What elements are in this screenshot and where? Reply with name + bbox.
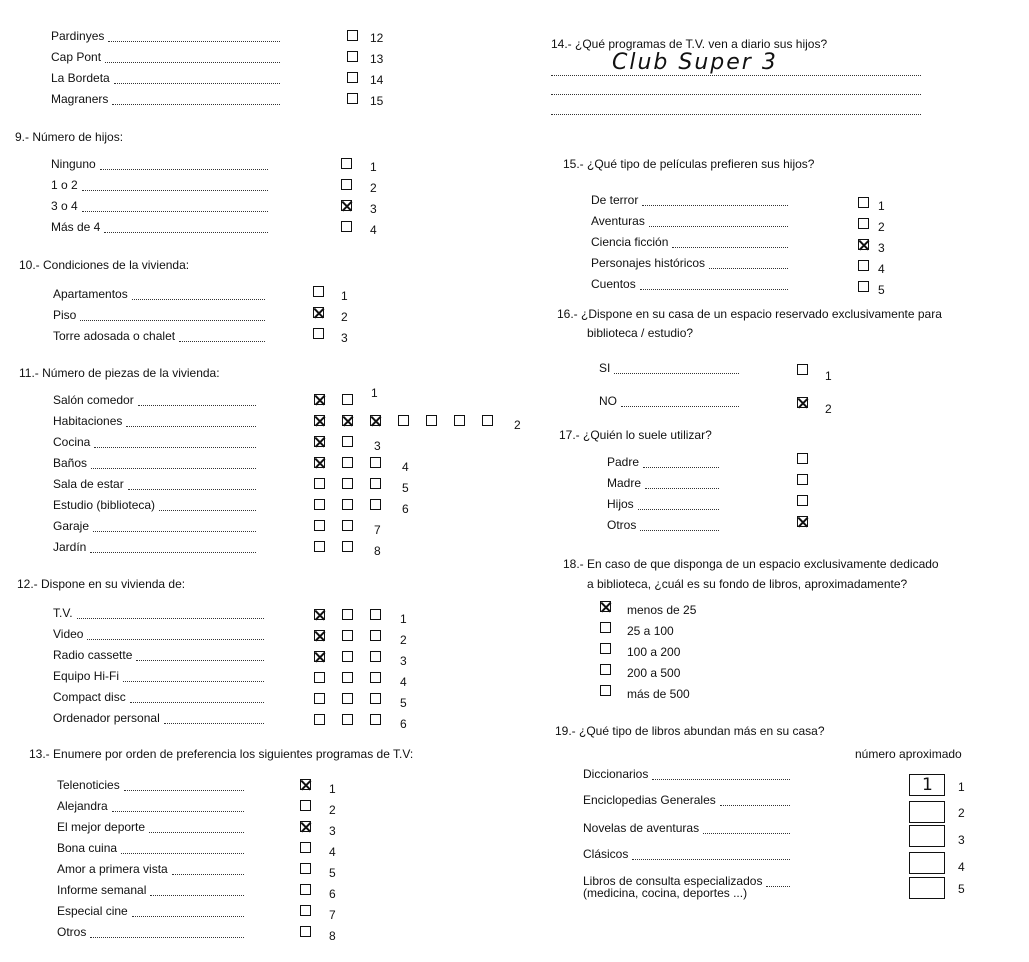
q10-checkbox-1[interactable] xyxy=(313,307,324,318)
q16-title-line2: biblioteca / estudio? xyxy=(587,326,694,340)
q12-row-5-box-0[interactable] xyxy=(314,714,325,725)
q12-row-3-box-1[interactable] xyxy=(342,672,353,683)
q13-code-6: 7 xyxy=(329,908,336,922)
q12-row-1-label: Video xyxy=(53,627,84,641)
q11-row-4-box-1[interactable] xyxy=(342,478,353,489)
q13-option-0-label: Telenoticies xyxy=(57,778,120,792)
q15-option-0-leader xyxy=(642,204,788,206)
q11-row-1-box-3[interactable] xyxy=(398,415,409,426)
q13-checkbox-2[interactable] xyxy=(300,821,311,832)
q11-row-6-box-0[interactable] xyxy=(314,520,325,531)
q17-option-0-leader xyxy=(643,466,719,468)
q17-option-1-leader xyxy=(645,487,719,489)
q11-row-0-box-1[interactable] xyxy=(342,394,353,405)
q16-code-0: 1 xyxy=(825,369,832,383)
q18-option-2-label: 100 a 200 xyxy=(627,645,681,659)
q11-row-1-box-2[interactable] xyxy=(370,415,381,426)
q15-checkbox-0[interactable] xyxy=(858,197,869,208)
q11-row-2-label: Cocina xyxy=(53,435,91,449)
q9-option-0-label: Ninguno xyxy=(51,157,96,171)
q17-checkbox-2[interactable] xyxy=(797,495,808,506)
q12-row-1-box-0[interactable] xyxy=(314,630,325,641)
q18-option-1-label: 25 a 100 xyxy=(627,624,674,638)
q11-row-0-leader xyxy=(138,404,256,406)
q8-checkbox-2[interactable] xyxy=(347,72,358,83)
q13-option-5-leader xyxy=(150,894,244,896)
q19-code-1: 2 xyxy=(958,806,965,820)
q11-row-7-box-0[interactable] xyxy=(314,541,325,552)
q13-option-6-label: Especial cine xyxy=(57,904,128,918)
q11-row-5-box-0[interactable] xyxy=(314,499,325,510)
q18-checkbox-2[interactable] xyxy=(600,643,611,654)
q13-option-3-label: Bona cuina xyxy=(57,841,118,855)
q18-checkbox-1[interactable] xyxy=(600,622,611,633)
q8-option-1-label: Cap Pont xyxy=(51,50,102,64)
q18-checkbox-0[interactable] xyxy=(600,601,611,612)
q13-option-4-label: Amor a primera vista xyxy=(57,862,168,876)
q15-title: 15.- ¿Qué tipo de películas prefieren sus hijos? xyxy=(563,157,815,171)
q13-checkbox-6[interactable] xyxy=(300,905,311,916)
q16-title-line1: 16.- ¿Dispone en su casa de un espacio reservado exclusivamente para xyxy=(557,307,942,321)
q12-row-4-box-1[interactable] xyxy=(342,693,353,704)
q11-code-3: 4 xyxy=(402,460,409,474)
q11-row-3-label: Baños xyxy=(53,456,88,470)
q16-checkbox-0[interactable] xyxy=(797,364,808,375)
q15-option-1-label: Aventuras xyxy=(591,214,645,228)
q9-option-3-leader xyxy=(104,231,268,233)
q12-code-2: 3 xyxy=(400,654,407,668)
q19-option-2-label: Novelas de aventuras xyxy=(583,821,700,835)
q11-row-5-box-1[interactable] xyxy=(342,499,353,510)
q17-option-0-label: Padre xyxy=(607,455,640,469)
q12-row-2-label: Radio cassette xyxy=(53,648,133,662)
q12-row-2-box-1[interactable] xyxy=(342,651,353,662)
q15-code-3: 4 xyxy=(878,262,885,276)
q15-option-2-label: Ciencia ficción xyxy=(591,235,669,249)
q8-option-3-label: Magraners xyxy=(51,92,109,106)
q9-title: 9.- Número de hijos: xyxy=(15,130,124,144)
q18-option-3-label: 200 a 500 xyxy=(627,666,681,680)
q12-row-0-box-1[interactable] xyxy=(342,609,353,620)
q11-code-4: 5 xyxy=(402,481,409,495)
q11-code-1: 2 xyxy=(514,418,521,432)
q17-option-2-label: Hijos xyxy=(607,497,634,511)
q12-row-5-box-1[interactable] xyxy=(342,714,353,725)
q11-code-6: 7 xyxy=(374,523,381,537)
q11-code-0: 1 xyxy=(371,386,378,400)
q13-option-0-leader xyxy=(124,789,244,791)
q11-row-6-box-1[interactable] xyxy=(342,520,353,531)
q15-option-3-label: Personajes históricos xyxy=(591,256,706,270)
q11-row-1-box-1[interactable] xyxy=(342,415,353,426)
q19-count-value-0: 1 xyxy=(922,775,933,795)
q9-checkbox-1[interactable] xyxy=(341,179,352,190)
q12-row-4-label: Compact disc xyxy=(53,690,126,704)
q13-checkbox-4[interactable] xyxy=(300,863,311,874)
q19-option-4-leader xyxy=(766,885,790,887)
q9-option-2-leader xyxy=(82,210,268,212)
q12-row-0-box-0[interactable] xyxy=(314,609,325,620)
q15-code-0: 1 xyxy=(878,199,885,213)
q12-row-2-box-0[interactable] xyxy=(314,651,325,662)
q19-option-1-label: Enciclopedias Generales xyxy=(583,793,716,807)
q11-row-3-box-2[interactable] xyxy=(370,457,381,468)
q15-option-4-label: Cuentos xyxy=(591,277,636,291)
q10-code-2: 3 xyxy=(341,331,348,345)
q16-option-0-leader xyxy=(614,372,739,374)
q9-option-1-label: 1 o 2 xyxy=(51,178,78,192)
q12-code-3: 4 xyxy=(400,675,407,689)
q19-count-box-0[interactable] xyxy=(909,774,945,796)
q11-row-4-box-0[interactable] xyxy=(314,478,325,489)
q19-option-3-label: Clásicos xyxy=(583,847,629,861)
q16-checkbox-1[interactable] xyxy=(797,397,808,408)
q12-row-3-box-0[interactable] xyxy=(314,672,325,683)
q11-row-4-leader xyxy=(128,488,256,490)
q11-row-4-box-2[interactable] xyxy=(370,478,381,489)
q9-option-2-label: 3 o 4 xyxy=(51,199,78,213)
q12-row-2-leader xyxy=(136,659,264,661)
q15-checkbox-3[interactable] xyxy=(858,260,869,271)
q13-option-2-leader xyxy=(149,831,244,833)
q18-option-0-label: menos de 25 xyxy=(627,603,697,617)
q12-row-3-leader xyxy=(123,680,264,682)
q19-code-0: 1 xyxy=(958,780,965,794)
q16-option-1-leader xyxy=(621,405,739,407)
q8-code-0: 12 xyxy=(370,31,384,45)
q13-option-5-label: Informe semanal xyxy=(57,883,147,897)
q12-row-2-box-2[interactable] xyxy=(370,651,381,662)
q8-code-2: 14 xyxy=(370,73,384,87)
q15-option-2-leader xyxy=(672,246,788,248)
q11-row-3-box-1[interactable] xyxy=(342,457,353,468)
q13-option-3-leader xyxy=(121,852,244,854)
q8-checkbox-0[interactable] xyxy=(347,30,358,41)
q11-title: 11.- Número de piezas de la vivienda: xyxy=(19,366,220,380)
q13-checkbox-7[interactable] xyxy=(300,926,311,937)
q9-code-1: 2 xyxy=(370,181,377,195)
q10-option-1-label: Piso xyxy=(53,308,77,322)
q13-option-2-label: El mejor deporte xyxy=(57,820,146,834)
q8-code-1: 13 xyxy=(370,52,384,66)
q11-row-7-box-1[interactable] xyxy=(342,541,353,552)
q10-code-0: 1 xyxy=(341,289,348,303)
q8-option-2-leader xyxy=(114,82,280,84)
q9-checkbox-0[interactable] xyxy=(341,158,352,169)
q10-option-2-leader xyxy=(179,340,265,342)
q12-row-1-leader xyxy=(87,638,264,640)
q14-title: 14.- ¿Qué programas de T.V. ven a diario sus hijos? xyxy=(551,37,828,51)
q18-title-line1: 18.- En caso de que disponga de un espacio exclusivamente dedicado xyxy=(563,557,939,571)
q19-option-0-leader xyxy=(652,778,790,780)
q9-option-1-leader xyxy=(82,189,268,191)
q13-checkbox-5[interactable] xyxy=(300,884,311,895)
q9-option-0-leader xyxy=(100,168,268,170)
q12-row-3-label: Equipo Hi-Fi xyxy=(53,669,120,683)
q19-column-header: número aproximado xyxy=(855,747,962,761)
q11-row-7-leader xyxy=(90,551,256,553)
q12-row-4-box-2[interactable] xyxy=(370,693,381,704)
q15-option-1-leader xyxy=(649,225,788,227)
q13-option-6-leader xyxy=(132,915,244,917)
q11-row-1-box-0[interactable] xyxy=(314,415,325,426)
q13-option-4-leader xyxy=(172,873,244,875)
q12-row-0-leader xyxy=(77,617,264,619)
q15-checkbox-2[interactable] xyxy=(858,239,869,250)
q19-option-2-leader xyxy=(703,832,790,834)
q12-title: 12.- Dispone en su vivienda de: xyxy=(17,577,186,591)
q11-code-5: 6 xyxy=(402,502,409,516)
q11-row-5-box-2[interactable] xyxy=(370,499,381,510)
q9-code-2: 3 xyxy=(370,202,377,216)
q10-code-1: 2 xyxy=(341,310,348,324)
q13-option-7-label: Otros xyxy=(57,925,87,939)
q12-row-1-box-2[interactable] xyxy=(370,630,381,641)
q10-checkbox-0[interactable] xyxy=(313,286,324,297)
q12-code-0: 1 xyxy=(400,612,407,626)
q11-row-6-leader xyxy=(93,530,256,532)
q19-option-4-label2: (medicina, cocina, deportes ...) xyxy=(583,886,748,900)
q12-row-0-label: T.V. xyxy=(53,606,73,620)
q12-row-1-box-1[interactable] xyxy=(342,630,353,641)
q15-option-0-label: De terror xyxy=(591,193,639,207)
q19-count-box-4[interactable] xyxy=(909,877,945,899)
q11-row-0-box-0[interactable] xyxy=(314,394,325,405)
q12-row-3-box-2[interactable] xyxy=(370,672,381,683)
q11-row-6-label: Garaje xyxy=(53,519,90,533)
q13-checkbox-0[interactable] xyxy=(300,779,311,790)
q13-code-3: 4 xyxy=(329,845,336,859)
q12-row-5-leader xyxy=(164,722,264,724)
q11-row-2-box-1[interactable] xyxy=(342,436,353,447)
q17-title: 17.- ¿Quién lo suele utilizar? xyxy=(559,428,712,442)
q17-option-1-label: Madre xyxy=(607,476,642,490)
q19-count-box-2[interactable] xyxy=(909,825,945,847)
q11-row-1-label: Habitaciones xyxy=(53,414,123,428)
q11-row-1-box-4[interactable] xyxy=(426,415,437,426)
q12-row-5-box-2[interactable] xyxy=(370,714,381,725)
q19-option-0-label: Diccionarios xyxy=(583,767,649,781)
q12-code-5: 6 xyxy=(400,717,407,731)
q11-row-4-label: Sala de estar xyxy=(53,477,124,491)
q11-row-3-box-0[interactable] xyxy=(314,457,325,468)
q16-code-1: 2 xyxy=(825,402,832,416)
q17-option-3-leader xyxy=(640,529,719,531)
q13-code-4: 5 xyxy=(329,866,336,880)
q11-row-2-leader xyxy=(94,446,256,448)
q19-count-box-3[interactable] xyxy=(909,852,945,874)
q9-option-3-label: Más de 4 xyxy=(51,220,101,234)
q14-answer-line-2 xyxy=(551,113,921,115)
q18-option-4-label: más de 500 xyxy=(627,687,690,701)
q19-title: 19.- ¿Qué tipo de libros abundan más en su casa? xyxy=(555,724,825,738)
q17-option-2-leader xyxy=(638,508,719,510)
q11-code-2: 3 xyxy=(374,439,381,453)
q11-code-7: 8 xyxy=(374,544,381,558)
q10-option-0-leader xyxy=(132,298,265,300)
q11-row-2-box-0[interactable] xyxy=(314,436,325,447)
q13-checkbox-1[interactable] xyxy=(300,800,311,811)
q13-title: 13.- Enumere por orden de preferencia los siguientes programas de T.V: xyxy=(29,747,414,761)
q15-option-3-leader xyxy=(709,267,788,269)
q13-checkbox-3[interactable] xyxy=(300,842,311,853)
q15-checkbox-1[interactable] xyxy=(858,218,869,229)
q11-row-0-label: Salón comedor xyxy=(53,393,134,407)
q14-handwritten-answer[interactable]: Club Super 3 xyxy=(612,50,778,75)
q8-option-2-label: La Bordeta xyxy=(51,71,110,85)
q19-option-4-label: Libros de consulta especializados xyxy=(583,874,763,888)
q8-option-3-leader xyxy=(112,103,280,105)
q19-code-3: 4 xyxy=(958,860,965,874)
q14-answer-line-1 xyxy=(551,93,921,95)
q13-option-1-leader xyxy=(112,810,244,812)
q17-option-3-label: Otros xyxy=(607,518,637,532)
q12-code-1: 2 xyxy=(400,633,407,647)
q8-option-1-leader xyxy=(105,61,280,63)
q11-row-1-box-6[interactable] xyxy=(482,415,493,426)
q12-row-0-box-2[interactable] xyxy=(370,609,381,620)
q15-option-4-leader xyxy=(640,288,788,290)
q15-code-1: 2 xyxy=(878,220,885,234)
q17-checkbox-3[interactable] xyxy=(797,516,808,527)
q13-code-7: 8 xyxy=(329,929,336,943)
q16-option-1-label: NO xyxy=(599,394,617,408)
q13-code-2: 3 xyxy=(329,824,336,838)
q8-option-0-leader xyxy=(108,40,280,42)
q13-option-7-leader xyxy=(90,936,244,938)
q11-row-1-leader xyxy=(126,425,256,427)
q11-row-5-label: Estudio (biblioteca) xyxy=(53,498,156,512)
q10-title: 10.- Condiciones de la vivienda: xyxy=(19,258,190,272)
q10-option-2-label: Torre adosada o chalet xyxy=(53,329,176,343)
q9-checkbox-3[interactable] xyxy=(341,221,352,232)
q8-code-3: 15 xyxy=(370,94,384,108)
q12-row-4-box-0[interactable] xyxy=(314,693,325,704)
q8-checkbox-3[interactable] xyxy=(347,93,358,104)
q15-code-2: 3 xyxy=(878,241,885,255)
q19-code-4: 5 xyxy=(958,882,965,896)
q18-title-line2: a biblioteca, ¿cuál es su fondo de libros, aproximadamente? xyxy=(587,577,908,591)
q11-row-7-label: Jardín xyxy=(53,540,87,554)
q18-checkbox-3[interactable] xyxy=(600,664,611,675)
q9-checkbox-2[interactable] xyxy=(341,200,352,211)
q18-checkbox-4[interactable] xyxy=(600,685,611,696)
q10-option-1-leader xyxy=(80,319,265,321)
q19-option-1-leader xyxy=(720,804,790,806)
q16-option-0-label: SI xyxy=(599,361,611,375)
q15-code-4: 5 xyxy=(878,283,885,297)
q8-checkbox-1[interactable] xyxy=(347,51,358,62)
q13-code-5: 6 xyxy=(329,887,336,901)
q13-option-1-label: Alejandra xyxy=(57,799,108,813)
q12-row-5-label: Ordenador personal xyxy=(53,711,160,725)
q9-code-0: 1 xyxy=(370,160,377,174)
q15-checkbox-4[interactable] xyxy=(858,281,869,292)
q19-code-2: 3 xyxy=(958,833,965,847)
q11-row-3-leader xyxy=(91,467,256,469)
q9-code-3: 4 xyxy=(370,223,377,237)
q11-row-5-leader xyxy=(159,509,256,511)
q11-row-1-box-5[interactable] xyxy=(454,415,465,426)
q19-count-box-1[interactable] xyxy=(909,801,945,823)
q12-row-4-leader xyxy=(130,701,264,703)
q19-option-3-leader xyxy=(632,858,790,860)
q10-option-0-label: Apartamentos xyxy=(53,287,128,301)
q10-checkbox-2[interactable] xyxy=(313,328,324,339)
q17-checkbox-0[interactable] xyxy=(797,453,808,464)
q17-checkbox-1[interactable] xyxy=(797,474,808,485)
q13-code-1: 2 xyxy=(329,803,336,817)
q8-option-0-label: Pardinyes xyxy=(51,29,105,43)
q13-code-0: 1 xyxy=(329,782,336,796)
q12-code-4: 5 xyxy=(400,696,407,710)
